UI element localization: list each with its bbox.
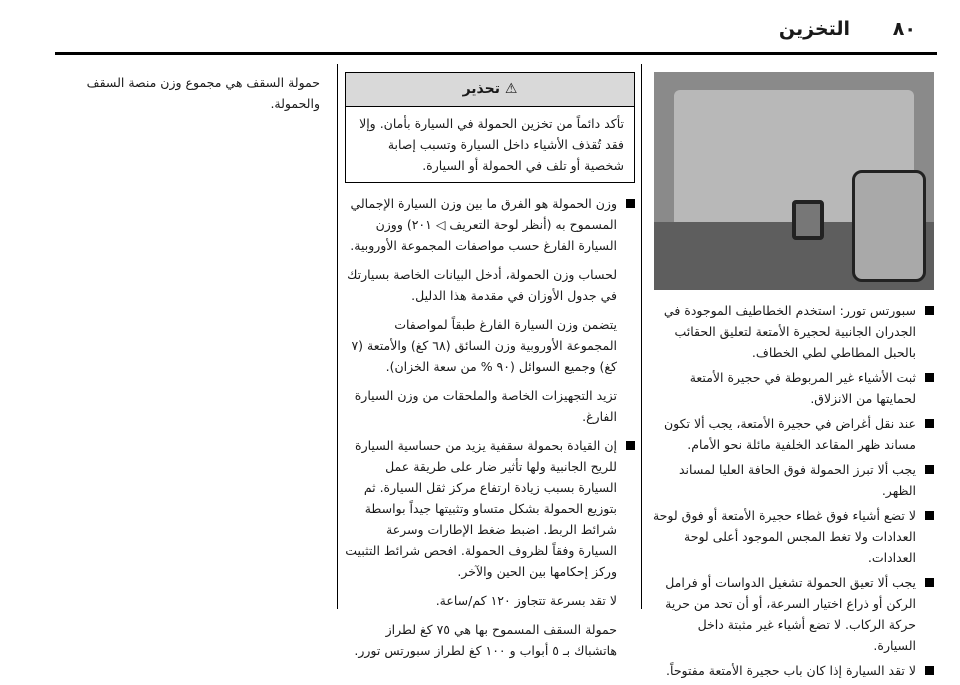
header-rule	[55, 52, 937, 55]
right-column	[652, 72, 934, 685]
bullet-square-icon	[925, 465, 934, 474]
paragraph: لحساب وزن الحمولة، أدخل البيانات الخاصة بسيارتك في جدول الأوزان في مقدمة هذا الدليل.	[347, 267, 617, 303]
bullet-square-icon	[626, 441, 635, 450]
middle-column	[345, 72, 635, 669]
cargo-hook-photo	[654, 72, 934, 290]
paragraph: تزيد التجهيزات الخاصة والملحقات من وزن السيارة الفارغ.	[354, 388, 617, 424]
bullet-square-icon	[925, 306, 934, 315]
left-column	[60, 72, 320, 122]
page-number: ٨٠	[892, 18, 916, 40]
bullet-square-icon	[925, 578, 934, 587]
bullet-square-icon	[626, 199, 635, 208]
bullet-square-icon	[925, 419, 934, 428]
hook-detail-inset	[852, 170, 926, 282]
list-item: لا تضع أشياء فوق غطاء حجيرة الأمتعة أو فوق لوحة العدادات ولا تغط المجس الموجود أعلى لوحة العدادات.	[652, 505, 934, 568]
list-item: سبورتس تورر: استخدم الخطاطيف الموجودة في الجدران الجانبية لحجيرة الأمتعة لتعليق الحقائب بالحبل المطاطي لطي الخطاف.	[652, 300, 934, 363]
warning-header	[346, 73, 634, 107]
section-title: التخزين	[778, 18, 850, 40]
bullet-square-icon	[925, 373, 934, 382]
paragraph: وزن الحمولة هو الفرق ما بين وزن السيارة الإجمالي المسموح به (أنظر لوحة التعريف ◁ ٢٠١) ووزن السيارة الفارغ حسب مواصفات المجموعة الأوروبية.	[350, 196, 617, 253]
paragraph: لا تقد بسرعة تتجاوز ١٢٠ كم/ساعة.	[435, 593, 617, 608]
column-divider-right	[641, 64, 642, 609]
bag-hook	[792, 200, 824, 240]
paragraph: حمولة السقف هي مجموع وزن منصة السقف والحمولة.	[86, 75, 320, 111]
list-item	[345, 193, 635, 256]
list-item: لا تقد السيارة إذا كان باب حجيرة الأمتعة مفتوحاً.	[652, 660, 934, 681]
bullet-square-icon	[925, 666, 934, 675]
paragraph: حمولة السقف المسموح بها هي ٧٥ كغ لطراز هاتشباك بـ ٥ أبواب و ١٠٠ كغ لطراز سبورتس تورر.	[354, 622, 617, 658]
paragraph: إن القيادة بحمولة سقفية يزيد من حساسية السيارة للريح الجانبية ولها تأثير ضار على طريقة عمل السيارة بسبب زيادة ارتفاع مركز ثقل السيارة. ثم بتوزيع الحمولة بشكل متساو وتثبيتها جيداً بواسطة شرائط الربط. اضبط ضغط الإطارات وسرعة السيارة وفقاً لظروف الحمولة. افحص شرائط التثبيت وركز إحكامها بين الحين والآخر.	[345, 438, 617, 579]
list-item: ثبت الأشياء غير المربوطة في حجيرة الأمتعة لحمايتها من الانزلاق.	[652, 367, 934, 409]
bullet-square-icon	[925, 511, 934, 520]
warning-triangle-icon: ⚠	[504, 81, 518, 97]
list-item: يجب ألا تعيق الحمولة تشغيل الدواسات أو فرامل الركن أو ذراع اختيار السرعة، أو أن تحد من حرية حركة الركاب. لا تضع أشياء غير مثبتة داخل السيارة.	[652, 572, 934, 656]
list-item	[345, 435, 635, 582]
warning-title: تحذير	[462, 81, 500, 97]
column-divider-left	[337, 64, 338, 609]
list-item: عند نقل أغراض في حجيرة الأمتعة، يجب ألا تكون مساند ظهر المقاعد الخلفية مائلة نحو الأمام.	[652, 413, 934, 455]
list-item: يجب ألا تبرز الحمولة فوق الحافة العليا لمساند الظهر.	[652, 459, 934, 501]
warning-text: تأكد دائماً من تخزين الحمولة في السيارة بأمان. وإلا فقد تُقذف الأشياء داخل السيارة وتسبب إصابة شخصية أو تلف في الحمولة أو السيارة.	[359, 116, 624, 173]
paragraph: يتضمن وزن السيارة الفارغ طبقاً لمواصفات المجموعة الأوروبية وزن السائق (٦٨ كغ) والأمتعة (٧ كغ) وجميع السوائل (٩٠ % من سعة الخزان).	[351, 317, 617, 374]
warning-box	[345, 72, 635, 183]
